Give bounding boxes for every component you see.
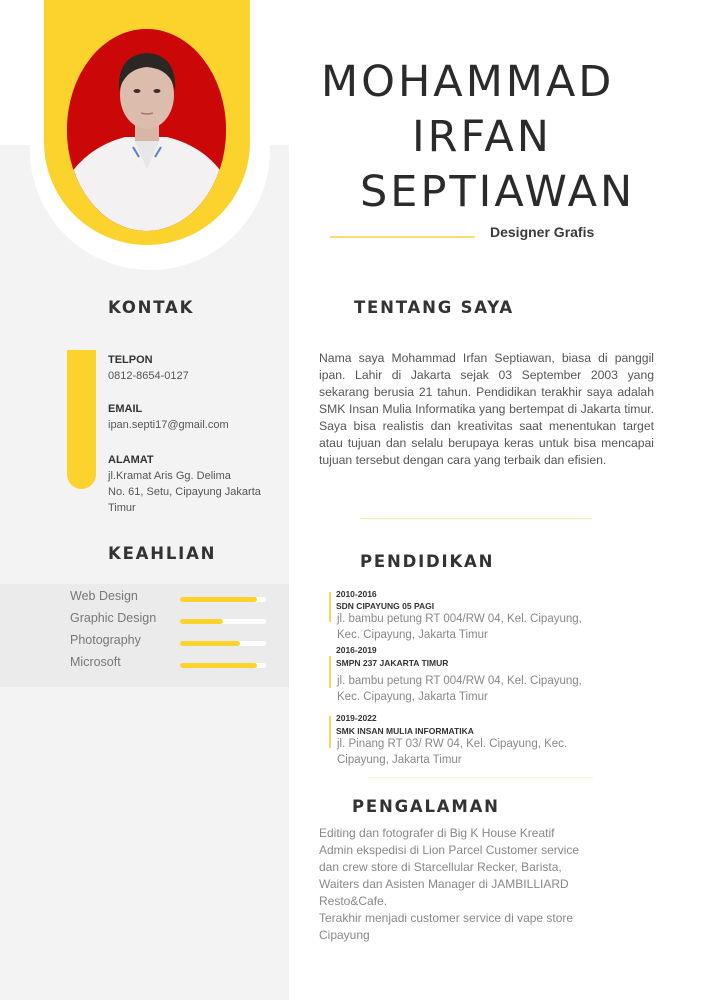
contact-address-line: Timur bbox=[108, 502, 136, 514]
education-address-line: jl. bambu petung RT 004/RW 04, Kel. Cipayung, bbox=[337, 675, 582, 687]
education-school: SDN CIPAYUNG 05 PAGI bbox=[336, 601, 435, 611]
education-address bbox=[337, 737, 617, 768]
education-address-line: jl. Pinang RT 03/ RW 04, Kel. Cipayung, Kec. bbox=[337, 738, 568, 750]
skill-row bbox=[70, 633, 280, 653]
experience-text bbox=[319, 825, 629, 944]
education-years: 2019-2022 bbox=[336, 713, 377, 723]
skill-bar-track bbox=[180, 619, 266, 624]
skill-name: Microsoft bbox=[70, 655, 121, 669]
sidebar-background bbox=[0, 145, 289, 1000]
skill-bar-fill bbox=[180, 619, 223, 624]
skill-row bbox=[70, 655, 280, 675]
contact-heading: KONTAK bbox=[108, 298, 195, 317]
education-years: 2010-2016 bbox=[336, 589, 377, 599]
education-school: SMK INSAN MULIA INFORMATIKA bbox=[336, 726, 474, 736]
education-heading: PENDIDIKAN bbox=[360, 552, 495, 571]
skill-name: Web Design bbox=[70, 589, 138, 603]
person-portrait-icon bbox=[67, 29, 226, 231]
education-accent-bar bbox=[329, 716, 331, 748]
skill-row bbox=[70, 611, 280, 631]
education-address-line: Kec. Cipayung, Jakarta Timur bbox=[337, 690, 488, 703]
about-heading: TENTANG SAYA bbox=[354, 298, 514, 317]
contact-email-label: EMAIL bbox=[108, 403, 143, 415]
contact-address-label: ALAMAT bbox=[108, 454, 154, 466]
skill-row bbox=[70, 589, 280, 609]
experience-line: dan crew store di Starcellular Recker, Barista, bbox=[319, 860, 562, 874]
experience-line: Terakhir menjadi customer service di vape store bbox=[319, 911, 574, 925]
skills-heading: KEAHLIAN bbox=[108, 544, 217, 563]
contact-email-value[interactable]: ipan.septi17@gmail.com bbox=[108, 419, 229, 431]
education-address bbox=[337, 674, 617, 705]
experience-heading: PENGALAMAN bbox=[352, 797, 500, 816]
section-divider bbox=[360, 518, 592, 519]
education-years: 2016-2019 bbox=[336, 645, 377, 655]
full-name bbox=[300, 55, 690, 220]
skill-bar-track bbox=[180, 597, 266, 602]
experience-line: Cipayung bbox=[319, 928, 370, 942]
section-divider bbox=[368, 777, 593, 778]
name-line-3: SEPTIAWAN bbox=[360, 167, 636, 217]
job-title: Designer Grafis bbox=[490, 224, 595, 240]
education-accent-bar bbox=[329, 592, 331, 622]
contact-accent-bar bbox=[67, 350, 96, 489]
education-address-line: Kec. Cipayung, Jakarta Timur bbox=[337, 628, 488, 641]
title-divider bbox=[330, 236, 475, 238]
education-accent-bar bbox=[329, 656, 331, 688]
skill-bar-track bbox=[180, 663, 266, 668]
contact-address-line: No. 61, Setu, Cipayung Jakarta bbox=[108, 486, 261, 498]
contact-phone-label: TELPON bbox=[108, 354, 153, 366]
education-address-line: Cipayung, Jakarta Timur bbox=[337, 753, 462, 766]
contact-email bbox=[108, 401, 229, 433]
skill-bar-fill bbox=[180, 597, 257, 602]
experience-line: Editing dan fotografer di Big K House Kreatif bbox=[319, 826, 555, 840]
skill-name: Graphic Design bbox=[70, 611, 157, 625]
education-school: SMPN 237 JAKARTA TIMUR bbox=[336, 658, 449, 668]
about-text: Nama saya Mohammad Irfan Septiawan, biasa di panggil ipan. Lahir di Jakarta sejak 03 September 2003 yang sekarang berusia 21 tahun. Pendidikan terakhir saya adalah SMK Insan Mulia Informatika yang bertempat di Jakarta timur. Saya bisa realistis dan kreativitas saat menentukan target atau tujuan dan selalu berupaya keras untuk bisa mencapai tujuan tersebut dengan cara yang terbaik dan efisien. bbox=[319, 351, 654, 467]
experience-line: Resto&Cafe. bbox=[319, 894, 388, 908]
education-address-line: jl. bambu petung RT 004/RW 04, Kel. Cipayung, bbox=[337, 613, 582, 625]
education-address bbox=[337, 612, 617, 643]
experience-line: Waiters dan Asisten Manager di JAMBILLIARD bbox=[319, 877, 569, 891]
skill-bar-track bbox=[180, 641, 266, 646]
skill-bar-fill bbox=[180, 663, 257, 668]
skill-bar-fill bbox=[180, 641, 240, 646]
contact-phone-value[interactable]: 0812-8654-0127 bbox=[108, 370, 189, 382]
contact-address bbox=[108, 452, 261, 516]
name-line-2: IRFAN bbox=[412, 112, 552, 162]
contact-phone bbox=[108, 352, 189, 384]
name-line-1: MOHAMMAD bbox=[321, 57, 615, 107]
skill-name: Photography bbox=[70, 633, 141, 647]
contact-address-line: jl.Kramat Aris Gg. Delima bbox=[108, 470, 231, 482]
profile-photo bbox=[67, 29, 226, 231]
experience-line: Admin ekspedisi di Lion Parcel Customer service bbox=[319, 843, 580, 857]
